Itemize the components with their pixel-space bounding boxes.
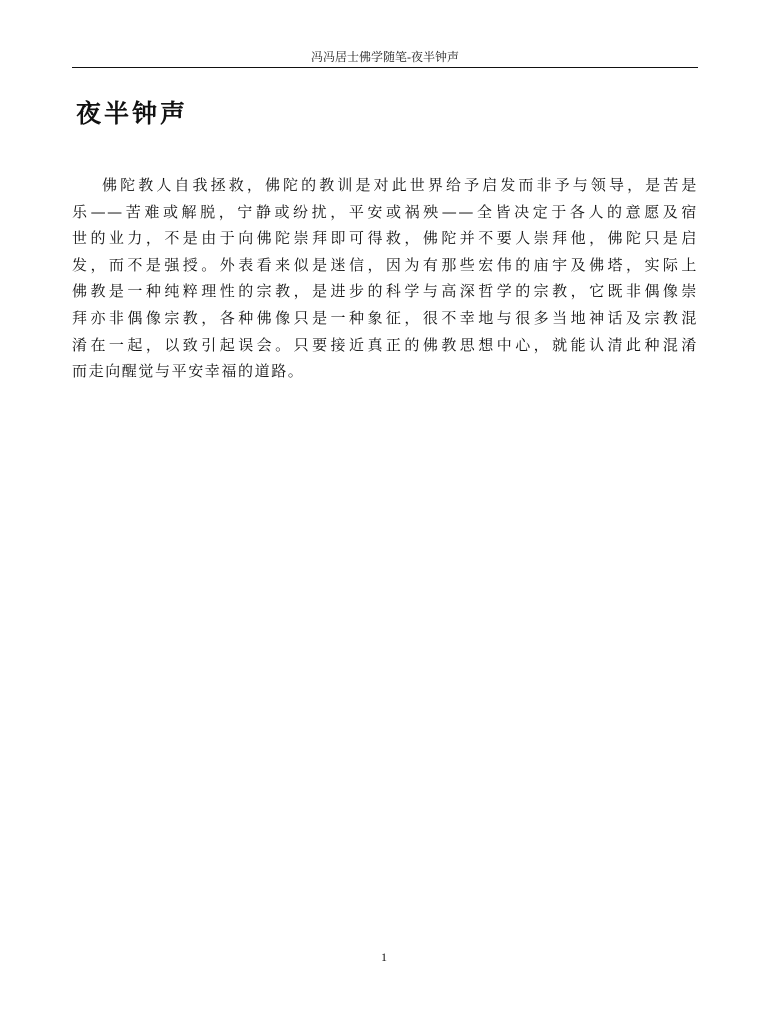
paragraph-line: 佛教是一种纯粹理性的宗教，是进步的科学与高深哲学的宗教，它既非偶像崇 (72, 282, 698, 301)
paragraph-line: 发，而不是强授。外表看来似是迷信，因为有那些宏伟的庙宇及佛塔，实际上 (72, 255, 698, 274)
paragraph-line: 佛陀教人自我拯救，佛陀的教训是对此世界给予启发而非予与领导，是苦是 (102, 176, 698, 194)
paragraph-line: 而走向醒觉与平安幸福的道路。 (72, 362, 305, 381)
paragraph-line: 世的业力，不是由于向佛陀崇拜即可得救，佛陀并不要人崇拜他，佛陀只是启 (72, 229, 698, 248)
running-header: 冯冯居士佛学随笔-夜半钟声 (311, 50, 459, 64)
body-paragraph (72, 172, 698, 385)
paragraph-line: 拜亦非偶像宗教，各种佛像只是一种象征，很不幸地与很多当地神话及宗教混 (72, 308, 698, 327)
document-title: 夜半钟声 (76, 99, 189, 128)
paragraph-line: 乐——苦难或解脱，宁静或纷扰，平安或祸殃——全皆决定于各人的意愿及宿 (72, 202, 698, 221)
page-number: 1 (381, 950, 387, 964)
paragraph-line: 淆在一起，以致引起误会。只要接近真正的佛教思想中心，就能认清此种混淆 (72, 335, 698, 354)
header-divider (72, 67, 698, 68)
